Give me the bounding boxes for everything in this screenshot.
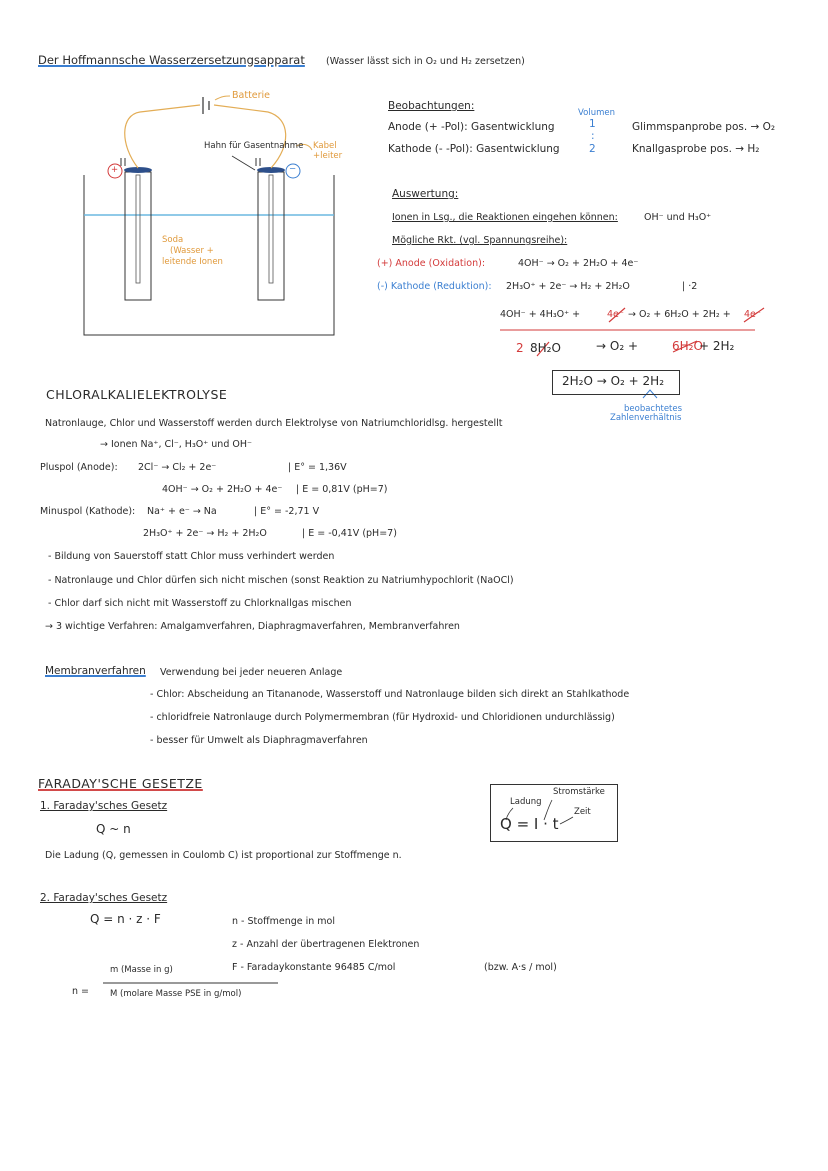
step-end: + 2H₂: [699, 339, 735, 353]
cathode-test: Knallgasprobe pos. → H₂: [632, 143, 760, 155]
cable: [125, 105, 200, 168]
n-numerator: m (Masse in g): [110, 965, 173, 975]
pluspol-eq2: 4OH⁻ → O₂ + 2H₂O + 4e⁻: [162, 484, 283, 495]
step-left: 8H₂O: [530, 341, 561, 355]
charge-formula: Q = I · t: [500, 815, 559, 833]
electrode-right: [269, 175, 273, 283]
stromstaerke-label: Stromstärke: [553, 787, 605, 797]
anode-reaction-label: (+) Anode (Oxidation):: [377, 258, 486, 269]
faraday-law-1-title: 1. Faraday'sches Gesetz: [40, 800, 168, 812]
chloralkali-bullet-1: - Bildung von Sauerstoff statt Chlor muss verhindert werden: [48, 551, 335, 562]
electrode-left: [136, 175, 140, 283]
tube-right: [258, 172, 284, 300]
soda-label-2: (Wasser +: [170, 246, 214, 256]
n-equation-label: n =: [72, 986, 90, 997]
cathode-observation: Kathode (- -Pol): Gasentwicklung: [388, 143, 560, 155]
minuspol-e2: | E = -0,41V (pH=7): [302, 528, 397, 539]
sum-electrons-right: 4e⁻: [744, 309, 761, 320]
minuspol-eq1: Na⁺ + e⁻ → Na: [147, 506, 217, 517]
anode-reaction: 4OH⁻ → O₂ + 2H₂O + 4e⁻: [518, 258, 639, 269]
cable: [214, 105, 286, 168]
membrane-heading: Membranverfahren: [45, 665, 146, 677]
ratio-colon: :: [591, 130, 595, 142]
chloralkali-bullet-3: - Chlor darf sich nicht mit Wasserstoff zu Chlorknallgas mischen: [48, 598, 352, 609]
anode-observation: Anode (+ -Pol): Gasentwicklung: [388, 121, 555, 133]
step-coefficient: 2: [516, 341, 524, 355]
definition-F: F - Faradaykonstante 96485 C/mol: [232, 962, 396, 973]
sum-equation-right: → O₂ + 6H₂O + 2H₂ +: [628, 309, 731, 320]
observations-heading: Beobachtungen:: [388, 100, 475, 112]
cathode-reaction: 2H₃O⁺ + 2e⁻ → H₂ + 2H₂O: [506, 281, 630, 292]
membrane-bullet-2: - chloridfreie Natronlauge durch Polymermembran (für Hydroxid- und Chloridionen undurchlässig): [150, 712, 615, 723]
chloralkali-heading: CHLORALKALIELEKTROLYSE: [46, 387, 228, 402]
minus-pole: −: [289, 164, 297, 174]
sum-electrons-left: 4e⁻: [607, 309, 624, 320]
pluspol-eq1: 2Cl⁻ → Cl₂ + 2e⁻: [138, 462, 217, 473]
membrane-intro: Verwendung bei jeder neueren Anlage: [160, 667, 343, 678]
cathode-reaction-label: (-) Kathode (Reduktion):: [377, 281, 492, 292]
n-denominator: M (molare Masse PSE in g/mol): [110, 989, 242, 999]
observed-ratio-label-2: Zahlenverhältnis: [610, 413, 682, 423]
ions-list: OH⁻ und H₃O⁺: [644, 212, 712, 223]
evaluation-heading: Auswertung:: [392, 188, 459, 200]
volume-label: Volumen: [578, 108, 616, 118]
faraday-heading: FARADAY'SCHE GESETZE: [38, 776, 203, 791]
pluspol-e1: | E° = 1,36V: [288, 462, 347, 473]
definition-F-unit: (bzw. A·s / mol): [484, 962, 557, 973]
cable-label: Kabel +leiter: [313, 141, 343, 161]
pluspol-label: Pluspol (Anode):: [40, 462, 118, 473]
sum-equation-left: 4OH⁻ + 4H₃O⁺ +: [500, 309, 581, 320]
page-title: Der Hoffmannsche Wasserzersetzungsapparat: [38, 53, 305, 67]
cathode-volume: 2: [589, 143, 596, 155]
definition-z: z - Anzahl der übertragenen Elektronen: [232, 939, 420, 950]
membrane-bullet-1: - Chlor: Abscheidung an Titananode, Wasserstoff und Natronlauge bilden sich direkt an Stahlkathode: [150, 689, 630, 700]
chloralkali-intro: Natronlauge, Chlor und Wasserstoff werden durch Elektrolyse von Natriumchloridlsg. hergestellt: [45, 418, 503, 429]
anode-volume: 1: [589, 118, 596, 130]
membrane-bullet-3: - besser für Umwelt als Diaphragmaverfahren: [150, 735, 368, 746]
possible-reactions: Mögliche Rkt. (vgl. Spannungsreihe):: [392, 235, 568, 246]
step-struck-water: 6H₂O: [672, 339, 703, 353]
overall-equation: 2H₂O → O₂ + 2H₂: [562, 374, 665, 388]
pluspol-e2: | E = 0,81V (pH=7): [296, 484, 388, 495]
faraday-law-2-title: 2. Faraday'sches Gesetz: [40, 892, 168, 904]
cathode-factor: | ·2: [682, 281, 698, 292]
step-right: → O₂ +: [596, 339, 638, 353]
ladung-label: Ladung: [510, 797, 542, 807]
tap-pointer: [232, 156, 255, 170]
title-note: (Wasser lässt sich in O₂ und H₂ zersetzen): [326, 56, 525, 67]
definition-n: n - Stoffmenge in mol: [232, 916, 336, 927]
anode-test: Glimmspanprobe pos. → O₂: [632, 121, 776, 133]
chloralkali-bullet-4: → 3 wichtige Verfahren: Amalgamverfahren, Diaphragmaverfahren, Membranverfahren: [45, 621, 460, 632]
minuspol-eq2: 2H₃O⁺ + 2e⁻ → H₂ + 2H₂O: [143, 528, 267, 539]
observed-ratio-label: beobachtetes: [624, 404, 683, 414]
faraday-law-1-formula: Q ~ n: [96, 822, 131, 836]
ions-text: Ionen in Lsg., die Reaktionen eingehen können:: [392, 212, 618, 223]
battery-label: Batterie: [232, 90, 271, 101]
soda-label: Soda: [162, 235, 184, 245]
tap-label: Hahn für Gasentnahme: [204, 141, 304, 151]
minuspol-label: Minuspol (Kathode):: [40, 506, 136, 517]
zeit-label: Zeit: [574, 807, 591, 817]
soda-label-3: leitende Ionen: [162, 257, 223, 267]
battery-pointer: [215, 96, 230, 100]
tube-left: [125, 172, 151, 300]
chloralkali-ions: → Ionen Na⁺, Cl⁻, H₃O⁺ und OH⁻: [100, 439, 252, 450]
faraday-law-1-text: Die Ladung (Q, gemessen in Coulomb C) ist proportional zur Stoffmenge n.: [45, 850, 402, 861]
faraday-law-2-formula: Q = n · z · F: [90, 912, 161, 926]
minuspol-e1: | E° = -2,71 V: [254, 506, 320, 517]
chloralkali-bullet-2: - Natronlauge und Chlor dürfen sich nicht mischen (sonst Reaktion zu Natriumhypochlorit (NaOCl): [48, 575, 514, 586]
plus-pole: +: [111, 165, 119, 175]
